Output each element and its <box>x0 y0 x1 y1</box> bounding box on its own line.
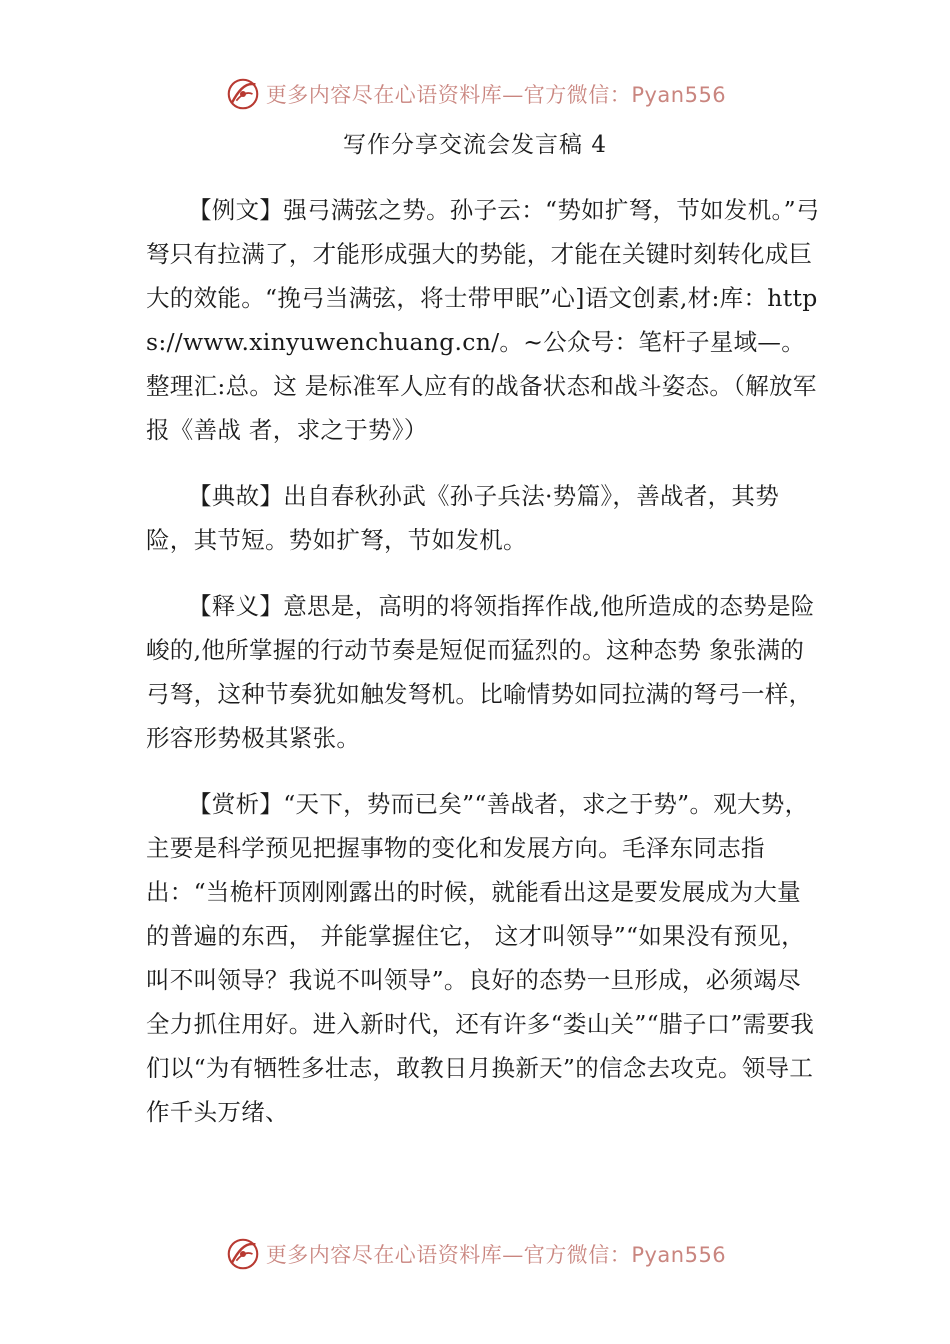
wechat-id: Pyan556 <box>631 1243 727 1267</box>
paragraph-interpretation: 【释义】意思是，高明的将领指挥作战,他所造成的态势是险峻的,他所掌握的行动节奏是短促而猛烈的。这种态势 象张满的弓弩，这种节奏犹如触发弩机。比喻情势如同拉满的弩弓一样，形容形势极其紧张。 <box>146 592 815 752</box>
document-body <box>146 188 822 1156</box>
red-circle-logo-icon <box>224 1235 262 1273</box>
paragraph-appreciation: 【赏析】“天下，势而已矣”“善战者，求之于势”。观大势，主要是科学预见把握事物的变化和发展方向。毛泽东同志指出：“当桅杆顶刚刚露出的时候，就能看出这是要发展成为大量的普遍的东西， 并能掌握住它， 这才叫领导”“如果没有预见，叫不叫领导？我说不叫领导”。良好的态势一旦形成，必须竭尽全力抓住用好。进入新时代，还有许多“娄山关”“腊子口”需要我们以“为有牺牲多壮志，敢教日月换新天”的信念去攻克。领导工作千头万绪、 <box>146 790 815 1126</box>
paragraph-example: 【例文】强弓满弦之势。孙子云：“势如扩弩，节如发机。”弓弩只有拉满了，才能形成强大的势能，才能在关键时刻转化成巨大的效能。“挽弓当满弦，将士带甲眠”心]语文创素,材:库：https://www.xinyuwenchuang.cn/。~公众号：笔杆子星域—。整理汇:总。这 是标准军人应有的战备状态和战斗姿态。（解放军报《善战 者，求之于势》） <box>146 196 820 444</box>
wechat-id: Pyan556 <box>631 83 727 107</box>
header-banner <box>0 72 950 116</box>
red-circle-logo-icon <box>224 75 262 113</box>
paragraph-allusion: 【典故】出自春秋孙武《孙子兵法·势篇》，善战者，其势险，其节短。势如扩弩，节如发机。 <box>146 482 780 554</box>
page-title: 写作分享交流会发言稿 4 <box>343 132 607 158</box>
banner-text: 更多内容尽在心语资料库—官方微信：Pyan556 <box>265 1243 727 1267</box>
banner-text: 更多内容尽在心语资料库—官方微信：Pyan556 <box>265 83 727 107</box>
footer-banner <box>0 1232 950 1276</box>
